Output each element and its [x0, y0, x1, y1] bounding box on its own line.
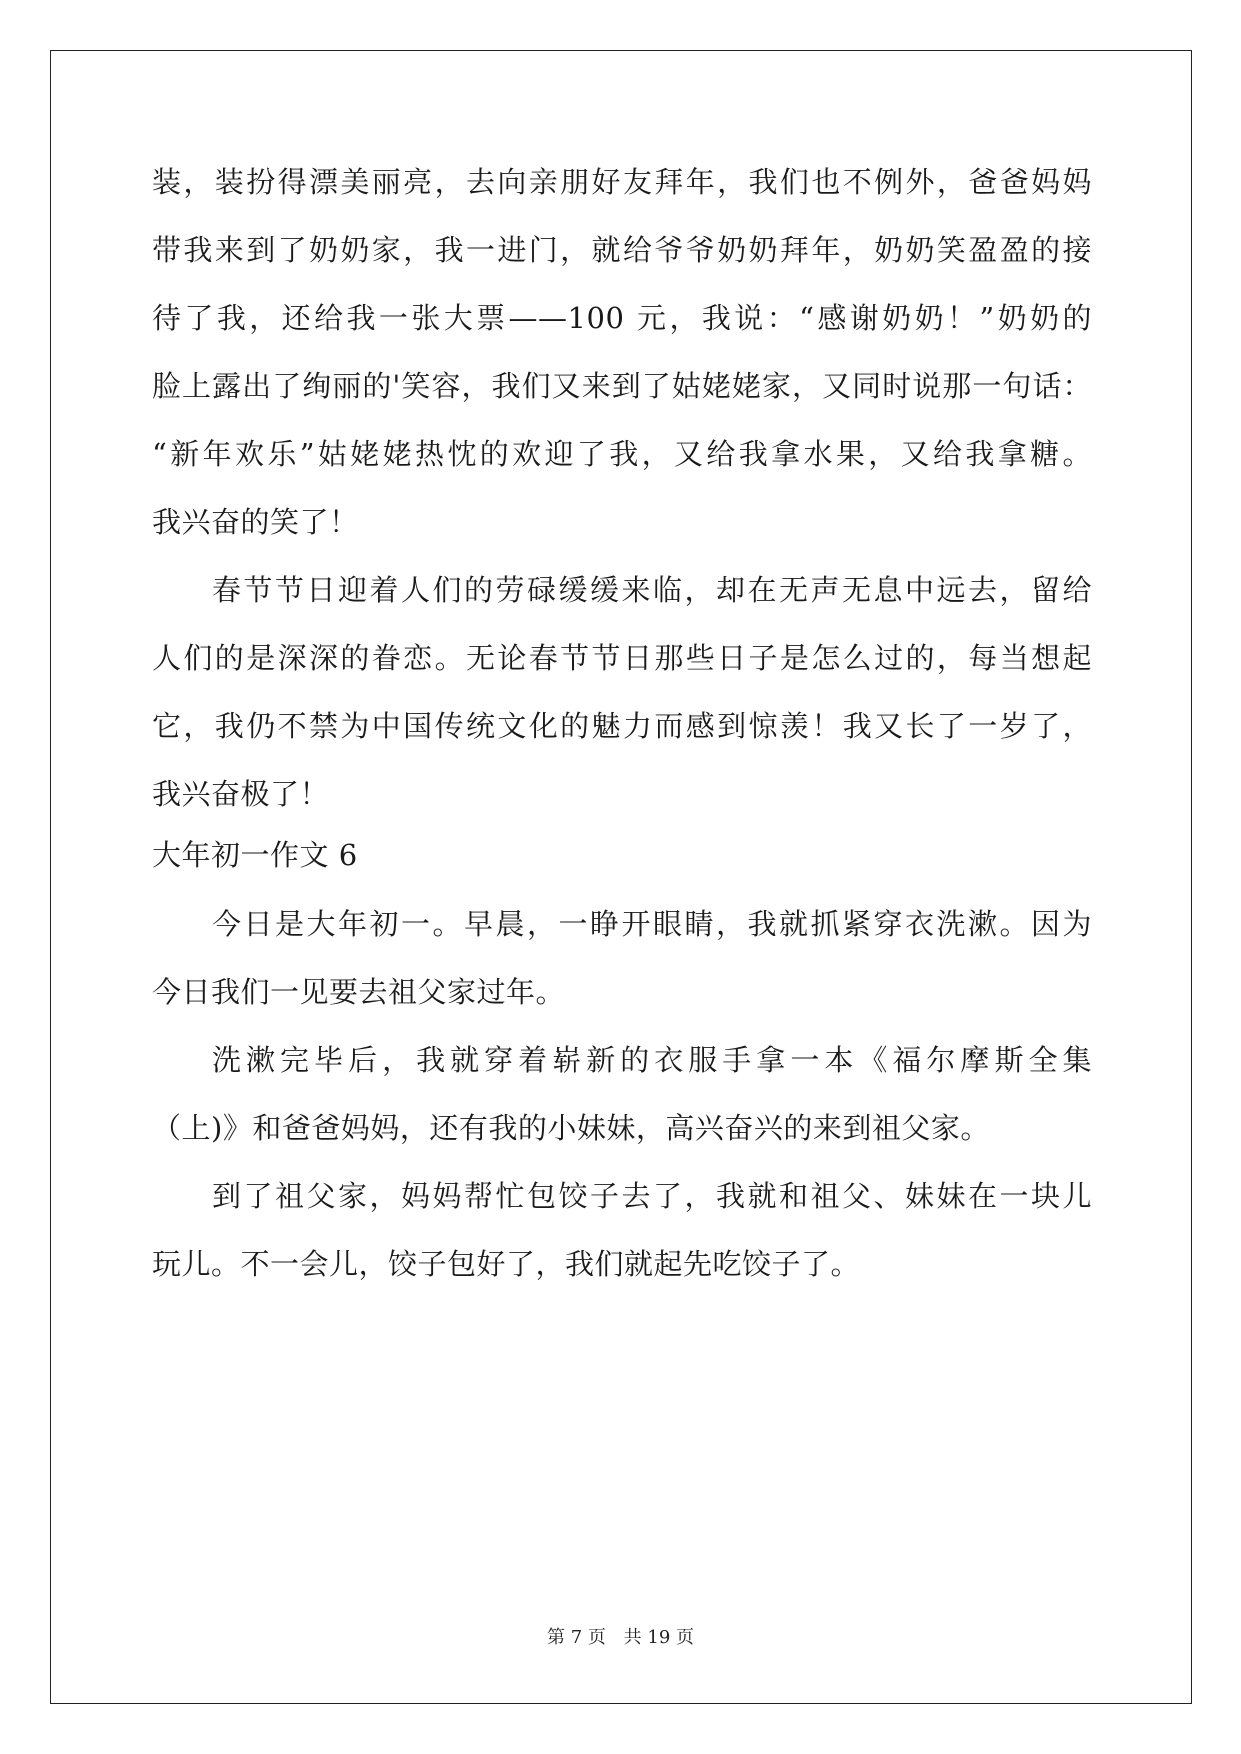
page-number: 第 7 页	[547, 1627, 606, 1648]
section-heading: 大年初一作文 6	[152, 838, 358, 872]
paragraph-line: 我兴奋的笑了！	[152, 505, 359, 539]
paragraph-line: 装，装扮得漂美丽亮，去向亲朋好友拜年，我们也不例外，爸爸妈妈	[152, 165, 1092, 199]
paragraph-line: 我兴奋极了！	[152, 777, 330, 811]
paragraph-line: 人们的是深深的眷恋。无论春节节日那些日子是怎么过的，每当想起	[152, 641, 1092, 675]
paragraph-line: 玩儿。不一会儿，饺子包好了，我们就起先吃饺子了。	[152, 1247, 861, 1281]
paragraph-line: 今日是大年初一。早晨，一睁开眼睛，我就抓紧穿衣洗漱。因为	[212, 907, 1092, 941]
paragraph-line: 今日我们一见要去祖父家过年。	[152, 975, 566, 1009]
paragraph-line: （上)》和爸爸妈妈，还有我的小妹妹，高兴奋兴的来到祖父家。	[152, 1111, 990, 1145]
paragraph-line: 带我来到了奶奶家，我一进门，就给爷爷奶奶拜年，奶奶笑盈盈的接	[152, 233, 1092, 267]
paragraph-line: 它，我仍不禁为中国传统文化的魅力而感到惊羡！我又长了一岁了，	[152, 709, 1092, 743]
paragraph-line: 脸上露出了绚丽的'笑容，我们又来到了姑姥姥家，又同时说那一句话：	[152, 369, 1092, 403]
paragraph-line: 洗漱完毕后，我就穿着崭新的衣服手拿一本《福尔摩斯全集	[212, 1043, 1092, 1077]
paragraph-line: 春节节日迎着人们的劳碌缓缓来临，却在无声无息中远去，留给	[212, 573, 1092, 607]
page-footer	[0, 1626, 1241, 1650]
paragraph-line: “新年欢乐”姑姥姥热忱的欢迎了我，又给我拿水果，又给我拿糖。	[152, 437, 1092, 471]
paragraph-line: 待了我，还给我一张大票——100 元，我说：“感谢奶奶！”奶奶的	[152, 301, 1092, 335]
page-total: 共 19 页	[623, 1627, 694, 1648]
paragraph-line: 到了祖父家，妈妈帮忙包饺子去了，我就和祖父、妹妹在一块儿	[212, 1179, 1092, 1213]
